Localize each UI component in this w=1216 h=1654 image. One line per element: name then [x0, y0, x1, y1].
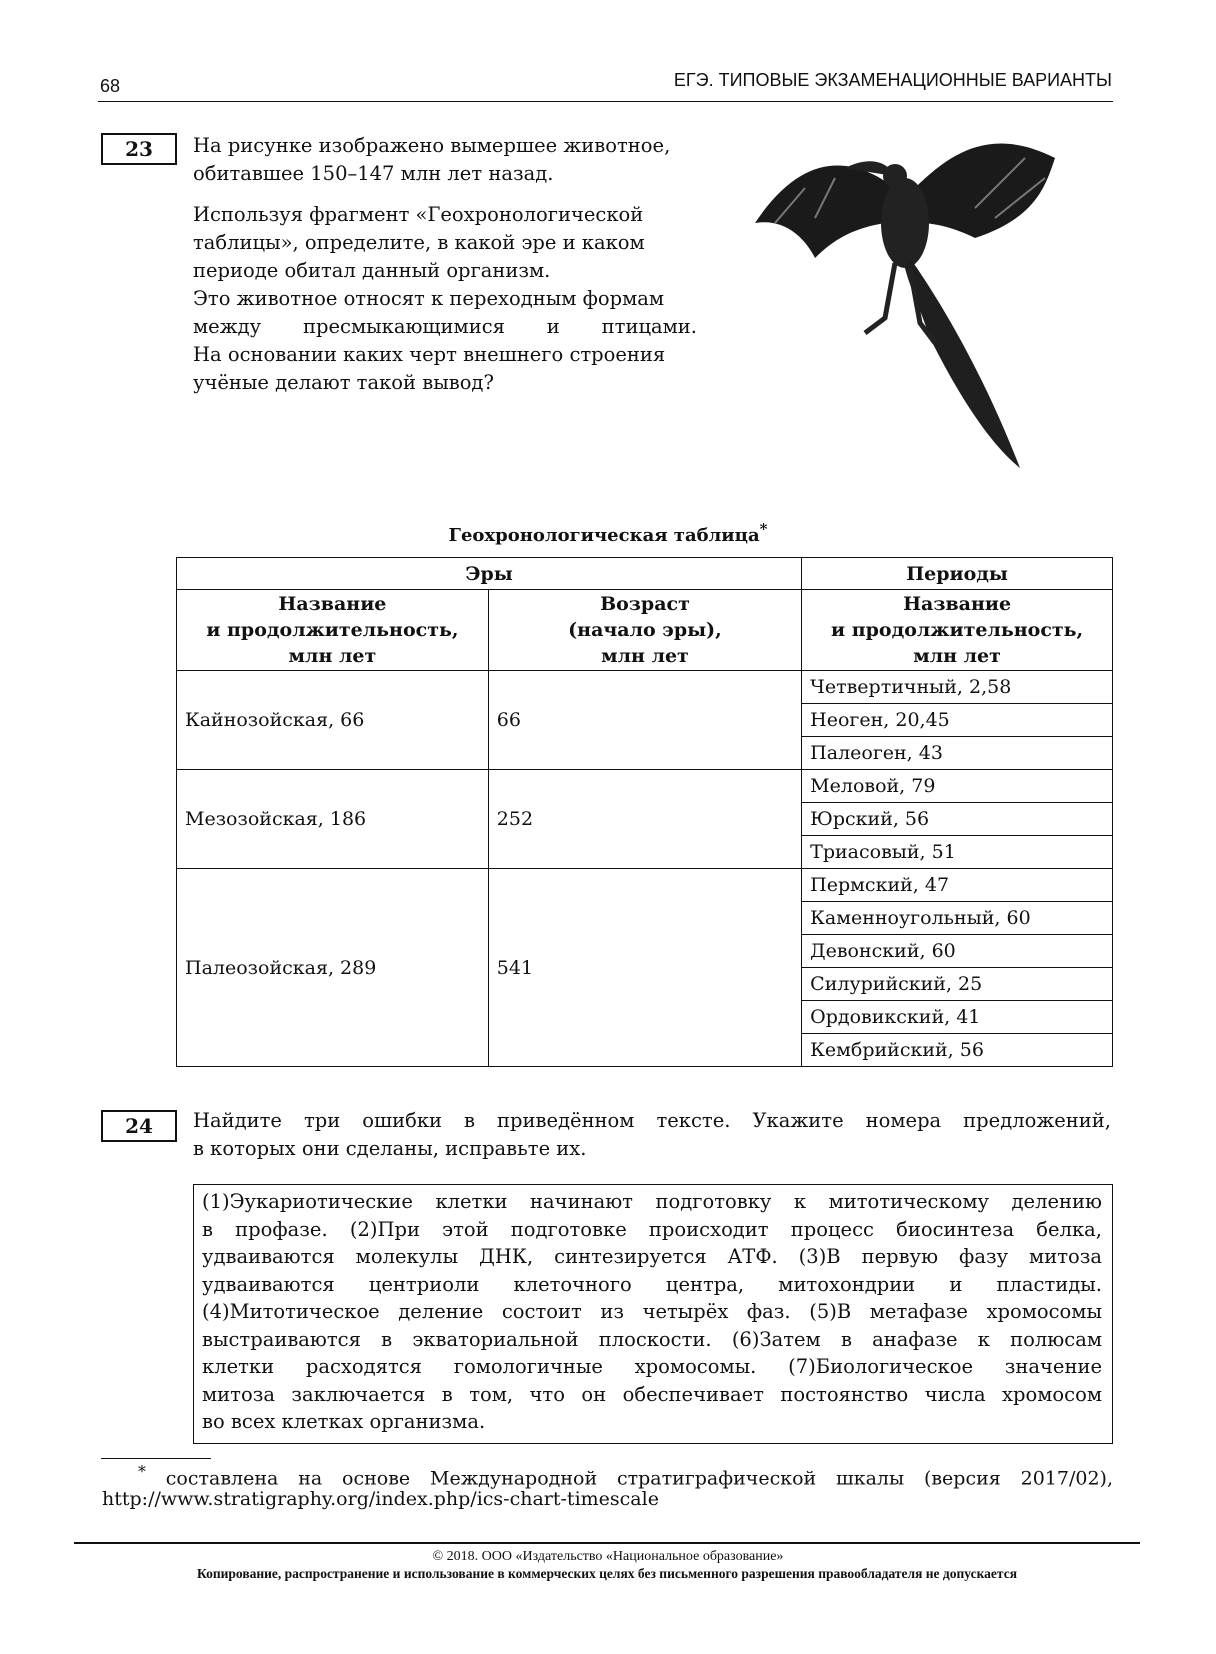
period-cell: Девонский, 60 — [802, 935, 1113, 968]
footer-copyright: © 2018. ООО «Издательство «Национальное образование» — [432, 1549, 784, 1564]
task24-text-line: во всех клетках организма. — [202, 1410, 486, 1433]
task24-prompt-line: в которых они сделаны, исправьте их. — [193, 1137, 587, 1160]
column-header-line: и продолжительность, — [206, 619, 459, 641]
footnote-text: составлена на основе Международной стратиграфической шкалы (версия 2017/02), — [165, 1467, 1113, 1490]
column-header-line: и продолжительность, — [831, 619, 1084, 641]
era-name: Палеозойская, 289 — [177, 869, 489, 1067]
table-row — [177, 671, 1113, 704]
era-age: 252 — [488, 770, 801, 869]
column-header-line: Название — [903, 593, 1012, 615]
task24-text-line: (4)Митотическое деление состоит из четырёх фаз. (5)В метафазе хромосомы — [202, 1300, 1102, 1323]
task23-line: таблицы», определите, в какой эре и каком — [193, 231, 645, 254]
geochronological-table — [176, 557, 1113, 1067]
table-title — [0, 520, 1216, 546]
task24-text-line: выстраиваются в экваториальной плоскости. (6)Затем в анафазе к полюсам — [202, 1327, 1102, 1351]
header-rule — [98, 101, 1113, 102]
task24-text-line: (1)Эукариотические клетки начинают подготовку к митотическому делению — [202, 1190, 1102, 1213]
column-header — [177, 590, 489, 671]
column-header — [802, 590, 1113, 671]
table-title-text: Геохронологическая таблица — [448, 525, 760, 546]
era-name: Кайнозойская, 66 — [177, 671, 489, 770]
task24-text-line: митоза заключается в том, что он обеспечивает постоянство числа хромосом — [202, 1382, 1102, 1406]
task24-text-line: удваиваются центриоли клеточного центра, митохондрии и пластиды. — [202, 1272, 1102, 1296]
column-header — [488, 590, 801, 671]
task24-text-line: в профазе. (2)При этой подготовке происходит процесс биосинтеза белка, — [202, 1217, 1102, 1241]
column-header-line: Возраст — [600, 593, 690, 615]
period-cell: Силурийский, 25 — [802, 968, 1113, 1001]
table-row — [177, 869, 1113, 902]
task23-line: Это животное относят к переходным формам — [193, 287, 665, 310]
column-header-line: Название — [278, 593, 387, 615]
task23-line: между пресмыкающимися и птицами. — [193, 315, 697, 338]
footnote-marker: * — [759, 520, 768, 538]
column-header-line: млн лет — [288, 645, 377, 667]
footnote-line-1 — [138, 1462, 1113, 1489]
era-age: 66 — [488, 671, 801, 770]
task24-prompt-line: Найдите три ошибки в приведённом тексте. Укажите номера предложений, — [193, 1109, 1111, 1132]
task23-line: учёные делают такой вывод? — [193, 371, 494, 394]
task23-line: На рисунке изображено вымершее животное, — [193, 134, 671, 157]
task23-line: обитавшее 150–147 млн лет назад. — [193, 162, 554, 185]
period-cell: Каменноугольный, 60 — [802, 902, 1113, 935]
task24-text-line: клетки расходятся гомологичные хромосомы. (7)Биологическое значение — [202, 1355, 1102, 1378]
period-cell: Юрский, 56 — [802, 803, 1113, 836]
period-cell: Неоген, 20,45 — [802, 704, 1113, 737]
period-cell: Ордовикский, 41 — [802, 1001, 1113, 1034]
footnote-url: http://www.stratigraphy.org/index.php/ics-chart-timescale — [102, 1488, 659, 1510]
footnote-mark: * — [138, 1462, 146, 1481]
task23-line: периоде обитал данный организм. — [193, 259, 551, 282]
page-number: 68 — [100, 76, 121, 96]
period-cell: Меловой, 79 — [802, 770, 1113, 803]
column-header-line: млн лет — [601, 645, 689, 667]
footnote-rule — [101, 1458, 211, 1459]
period-cell: Палеоген, 43 — [802, 737, 1113, 770]
task24-text-box — [193, 1184, 1113, 1444]
task23-line: Используя фрагмент «Геохронологической — [193, 203, 644, 226]
footer-notice: Копирование, распространение и использование в коммерческих целях без письменного разрешения правообладателя не допускается — [196, 1566, 1018, 1581]
task24-text-line: удваиваются молекулы ДНК, синтезируется АТФ. (3)В первую фазу митоза — [202, 1245, 1102, 1268]
task23-line: На основании каких черт внешнего строения — [193, 343, 666, 366]
column-header-line: млн лет — [913, 645, 1001, 667]
table-row — [177, 770, 1113, 803]
task-number-24: 24 — [101, 1110, 177, 1142]
period-cell: Пермский, 47 — [802, 869, 1113, 902]
period-cell: Кембрийский, 56 — [802, 1034, 1113, 1067]
period-cell: Триасовый, 51 — [802, 836, 1113, 869]
header-periods: Периоды — [802, 558, 1113, 590]
footer-rule — [74, 1542, 1140, 1544]
era-name: Мезозойская, 186 — [177, 770, 489, 869]
period-cell: Четвертичный, 2,58 — [802, 671, 1113, 704]
archaeopteryx-illustration — [745, 128, 1080, 478]
era-age: 541 — [488, 869, 801, 1067]
column-header-line: (начало эры), — [568, 619, 722, 641]
header-eras: Эры — [177, 558, 802, 590]
running-title: ЕГЭ. ТИПОВЫЕ ЭКЗАМЕНАЦИОННЫЕ ВАРИАНТЫ — [673, 70, 1112, 90]
task-number-23: 23 — [101, 133, 177, 165]
